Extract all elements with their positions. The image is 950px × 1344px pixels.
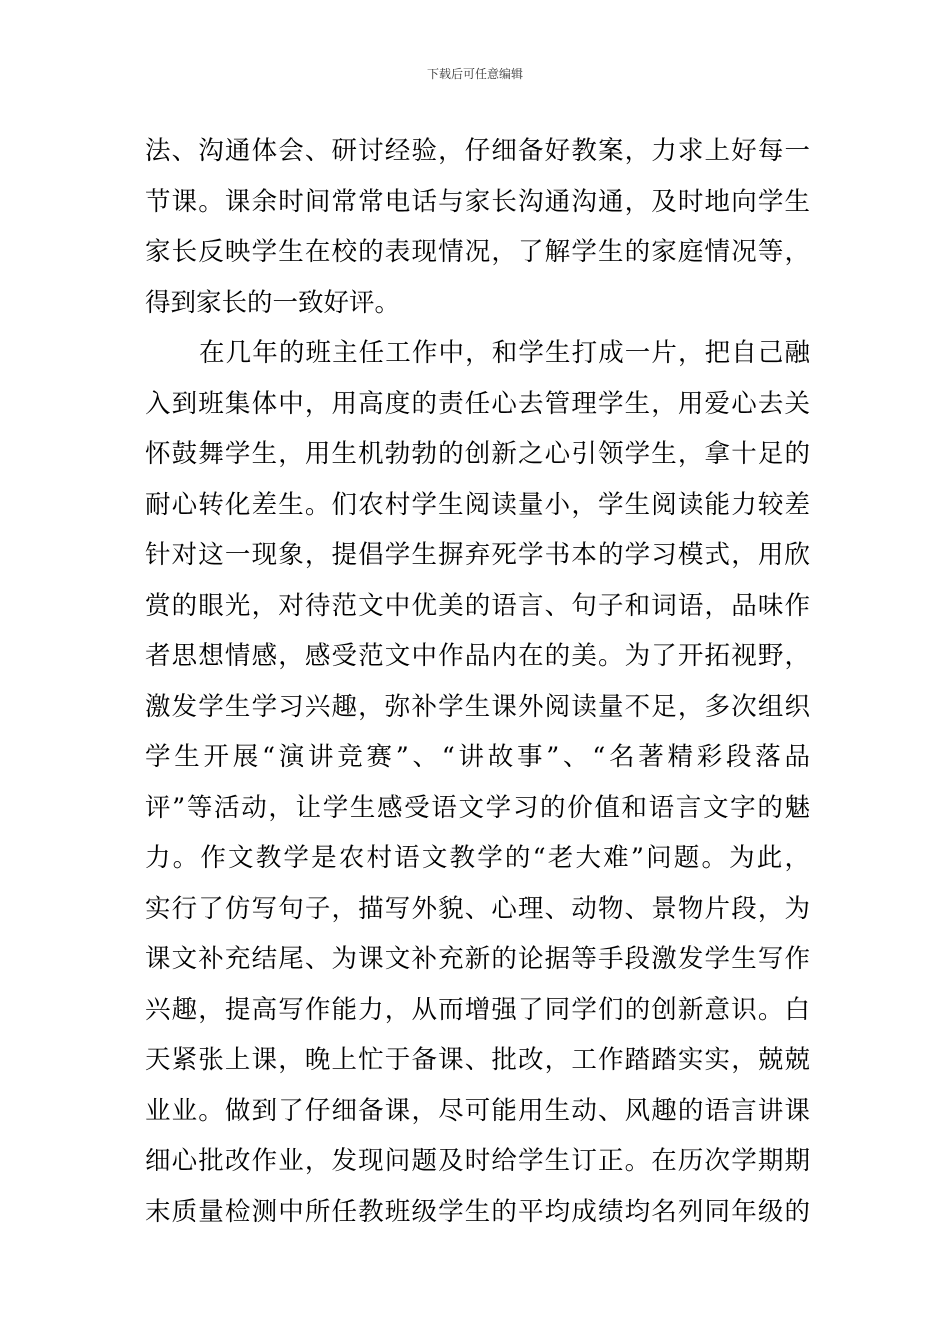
text-line: 耐心转化差生。们农村学生阅读量小，学生阅读能力较差 bbox=[145, 489, 810, 520]
text-line: 末质量检测中所任教班级学生的平均成绩均名列同年级的 bbox=[145, 1196, 810, 1227]
text-line: 怀鼓舞学生，用生机勃勃的创新之心引领学生，拿十足的 bbox=[145, 439, 810, 469]
text-line: 实行了仿写句子，描写外貌、心理、动物、景物片段，为 bbox=[145, 893, 810, 924]
text-line: 入到班集体中，用高度的责任心去管理学生，用爱心去关 bbox=[145, 388, 810, 419]
text-line: 激发学生学习兴趣，弥补学生课外阅读量不足，多次组织 bbox=[145, 691, 810, 722]
text-line: 者思想情感，感受范文中作品内在的美。为了开拓视野， bbox=[145, 641, 810, 671]
text-line: 业业。做到了仔细备课，尽可能用生动、风趣的语言讲课 bbox=[145, 1095, 810, 1126]
text-line: 评”等活动，让学生感受语文学习的价值和语言文字的魅 bbox=[145, 792, 810, 823]
text-line: 力。作文教学是农村语文教学的“老大难”问题。为此， bbox=[145, 843, 810, 873]
text-line: 天紧张上课，晚上忙于备课、批改，工作踏踏实实，兢兢 bbox=[145, 1045, 810, 1075]
text-line: 法、沟通体会、研讨经验，仔细备好教案，力求上好每一 bbox=[145, 136, 810, 166]
page-header: 下载后可任意编辑 bbox=[426, 67, 523, 81]
text-line: 家长反映学生在校的表现情况，了解学生的家庭情况等， bbox=[145, 237, 810, 267]
text-line: 赏的眼光，对待范文中优美的语言、句子和词语，品味作 bbox=[145, 590, 810, 621]
text-line: 兴趣，提高写作能力，从而增强了同学们的创新意识。白 bbox=[145, 994, 810, 1025]
body-text bbox=[145, 126, 810, 1237]
text-line: 得到家长的一致好评。 bbox=[145, 287, 401, 318]
text-line: 细心批改作业，发现问题及时给学生订正。在历次学期期 bbox=[145, 1146, 810, 1176]
text-line: 学生开展“演讲竞赛”、“讲故事”、“名著精彩段落品 bbox=[145, 742, 810, 772]
text-line: 课文补充结尾、为课文补充新的论据等手段激发学生写作 bbox=[145, 944, 810, 974]
text-line-paragraph-start: 在几年的班主任工作中，和学生打成一片，把自己融 bbox=[199, 338, 810, 368]
text-line: 针对这一现象，提倡学生摒弃死学书本的学习模式，用欣 bbox=[145, 540, 810, 570]
text-line: 节课。课余时间常常电话与家长沟通沟通，及时地向学生 bbox=[145, 186, 810, 217]
